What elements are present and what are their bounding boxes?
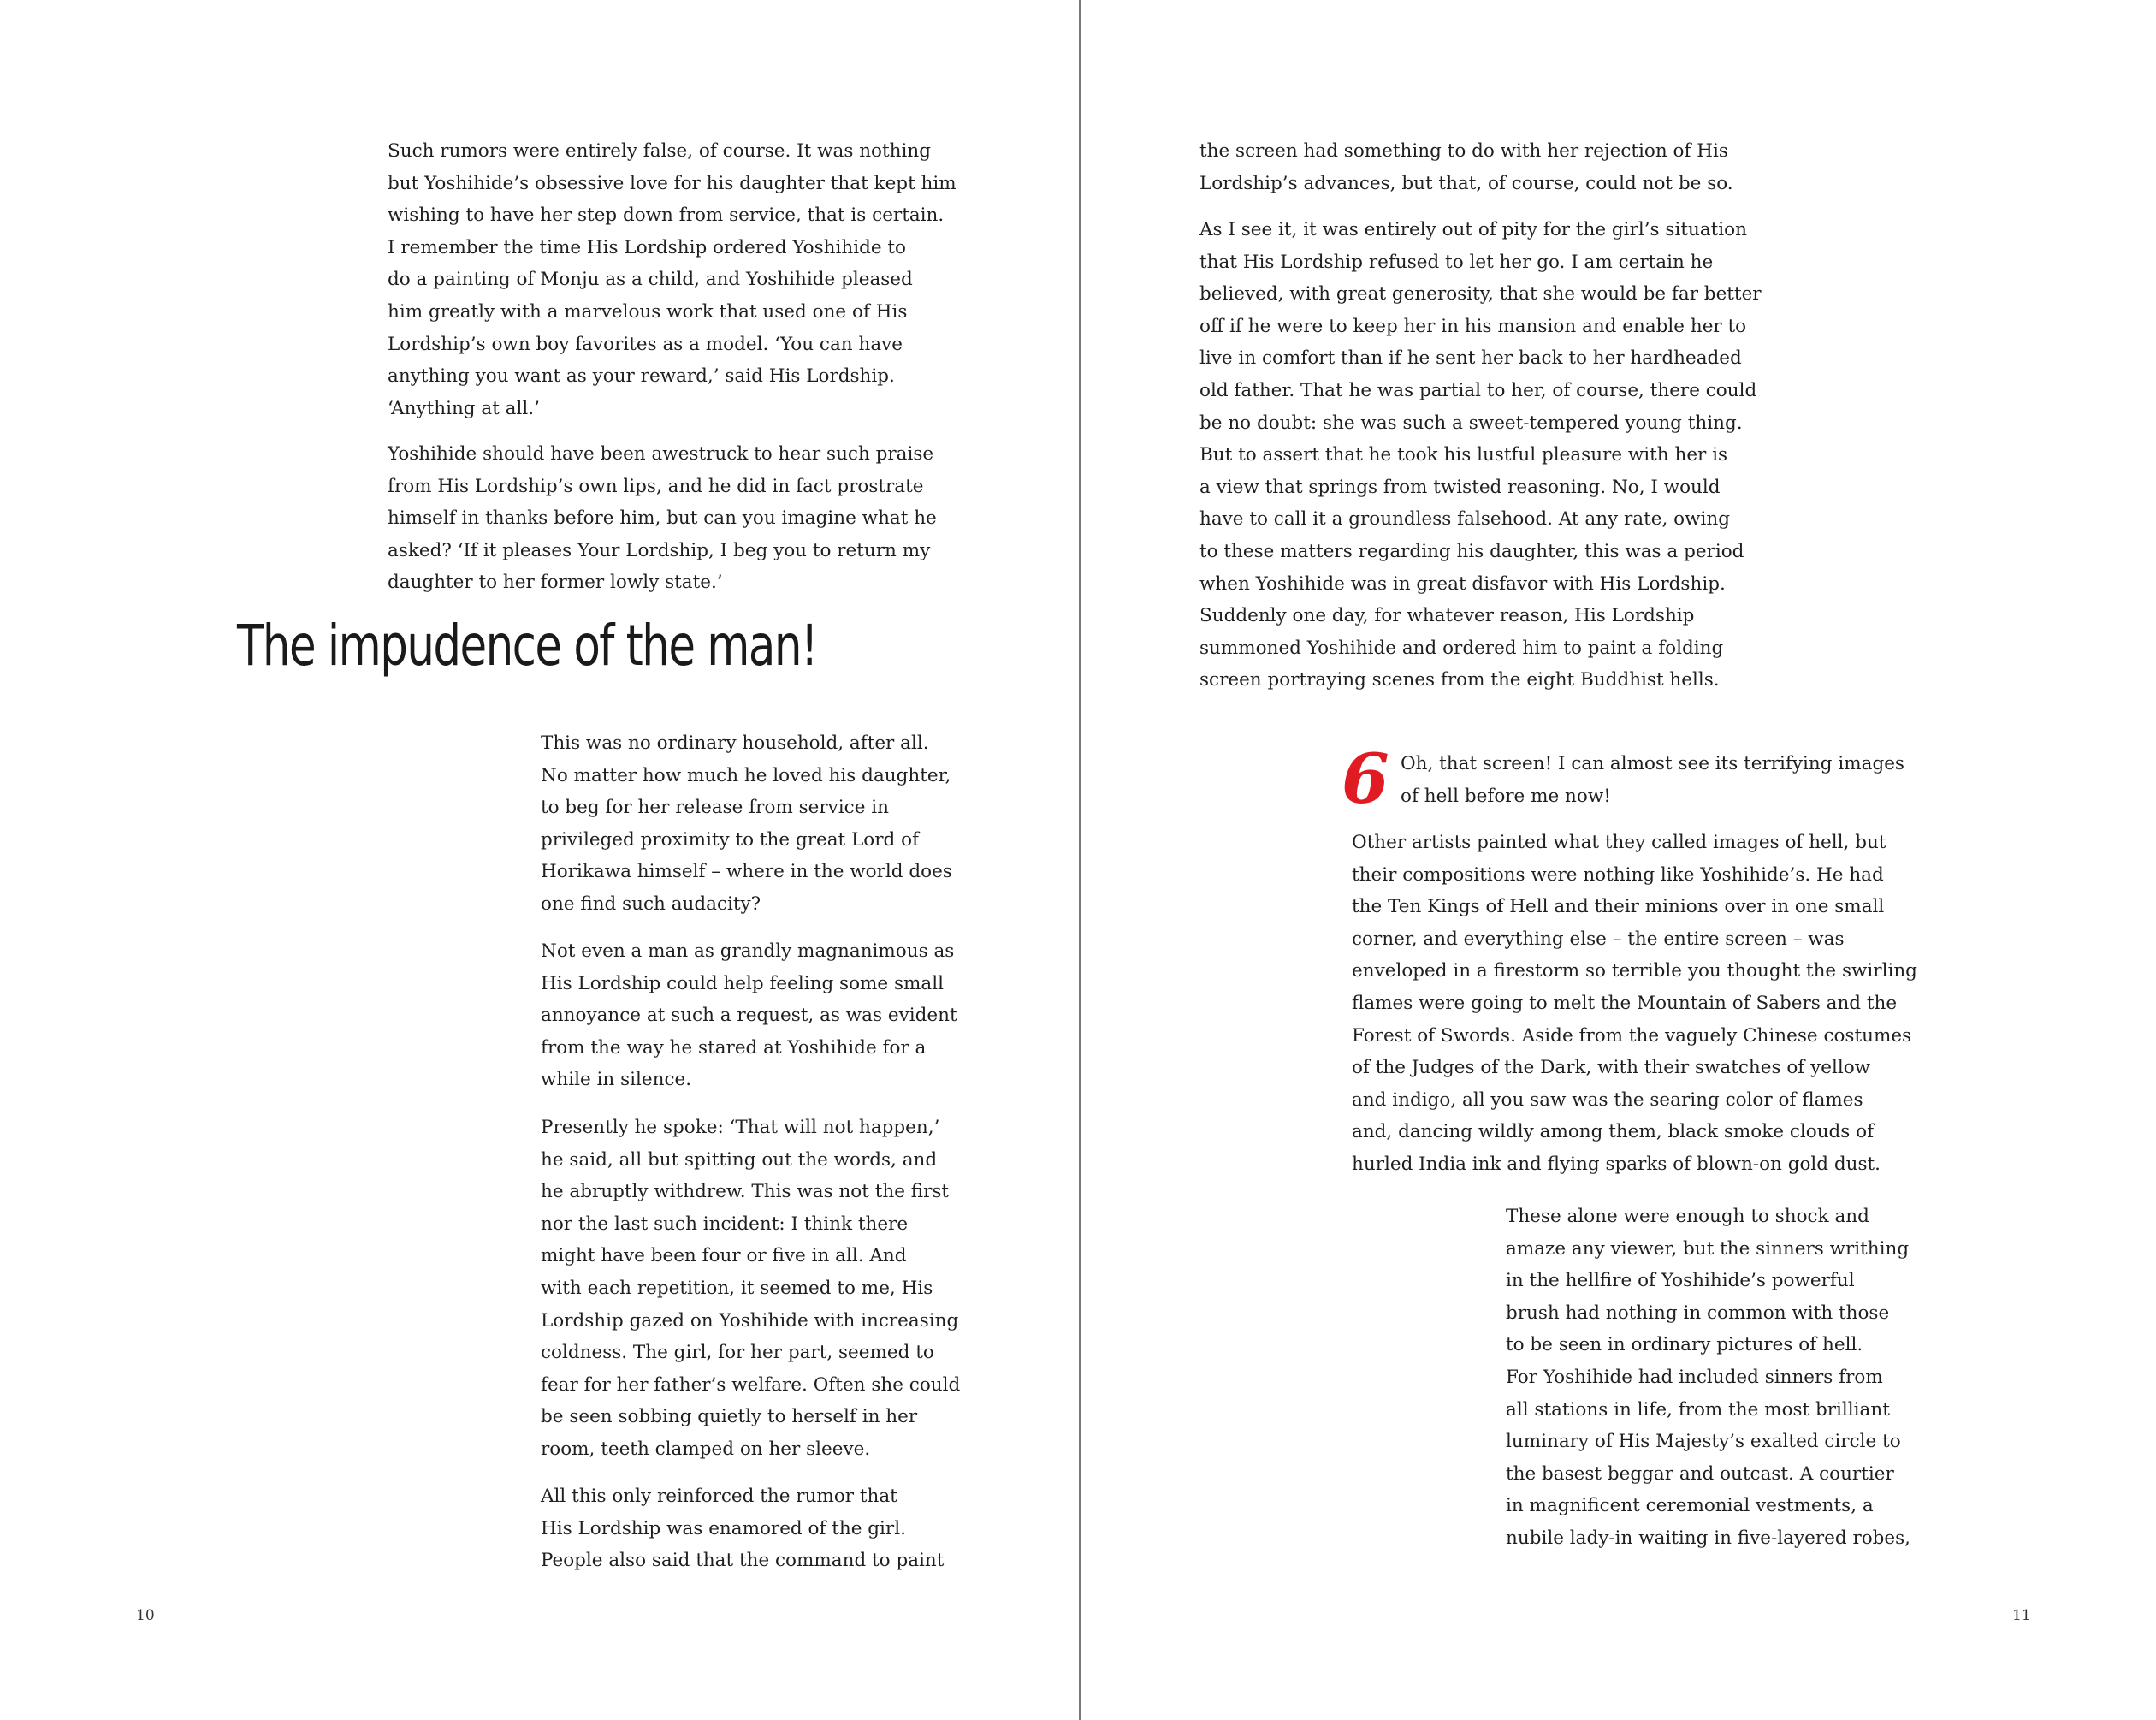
text-line: ‘Anything at all.’ (388, 397, 540, 419)
right-paragraph-4 (1352, 827, 1917, 1181)
text-line: summoned Yoshihide and ordered him to paint a folding (1199, 637, 1724, 659)
text-line: to beg for her release from service in (541, 797, 889, 819)
text-line: Not even a man as grandly magnanimous as (541, 940, 955, 962)
left-paragraph-3 (541, 727, 952, 921)
text-line: room, teeth clamped on her sleeve. (541, 1438, 871, 1460)
text-line: Such rumors were entirely false, of course. It was nothing (388, 140, 931, 162)
text-line: to these matters regarding his daughter, this was a period (1199, 540, 1744, 562)
text-line: he abruptly withdrew. This was not the first (541, 1181, 950, 1203)
text-line: daughter to her former lowly state.’ (388, 572, 723, 594)
text-line: For Yoshihide had included sinners from (1506, 1366, 1883, 1388)
text-line: His Lordship could help feeling some small (541, 972, 944, 994)
text-line: from His Lordship’s own lips, and he did in fact prostrate (388, 475, 924, 497)
left-paragraph-6 (541, 1480, 944, 1577)
text-line: of the Judges of the Dark, with their swatches of yellow (1352, 1057, 1871, 1079)
right-paragraph-2 (1199, 214, 1762, 697)
text-line: be seen sobbing quietly to herself in her (541, 1406, 918, 1428)
text-line: in magnificent ceremonial vestments, a (1506, 1495, 1874, 1517)
text-line: their compositions were nothing like Yoshihide’s. He had (1352, 863, 1884, 886)
text-line: Lordship’s own boy favorites as a model. ‘You can have (388, 333, 903, 355)
text-line: the basest beggar and outcast. A courtier (1506, 1462, 1894, 1485)
text-line: to be seen in ordinary pictures of hell. (1506, 1334, 1863, 1356)
text-line: His Lordship was enamored of the girl. (541, 1517, 906, 1539)
text-line: himself in thanks before him, but can you imagine what he (388, 507, 937, 530)
text-line: and indigo, all you saw was the searing color of flames (1352, 1088, 1863, 1111)
text-line: As I see it, it was entirely out of pity for the girl’s situation (1199, 219, 1747, 240)
text-line: hurled India ink and flying sparks of blown-on gold dust. (1352, 1153, 1881, 1175)
text-line: be no doubt: she was such a sweet-tempered young thing. (1199, 412, 1743, 434)
text-line: a view that springs from twisted reasoning. No, I would (1199, 476, 1721, 498)
text-line: of hell before me now! (1401, 785, 1611, 807)
text-line: off if he were to keep her in his mansion and enable her to (1199, 315, 1747, 337)
text-line: with each repetition, it seemed to me, His (541, 1277, 933, 1299)
text-line: Oh, that screen! I can almost see its terrifying images (1401, 753, 1904, 774)
text-line: enveloped in a firestorm so terrible you thought the swirling (1352, 960, 1917, 982)
text-line: All this only reinforced the rumor that (541, 1486, 897, 1507)
page-gutter-line (1079, 0, 1081, 1720)
right-paragraph-1 (1199, 135, 1733, 199)
text-line: the Ten Kings of Hell and their minions over in one small (1352, 896, 1885, 918)
text-line: annoyance at such a request, as was evident (541, 1005, 957, 1027)
text-line: This was no ordinary household, after all. (541, 732, 929, 754)
page-number-right: 11 (2012, 1607, 2031, 1624)
text-line: coldness. The girl, for her part, seemed to (541, 1342, 934, 1364)
text-line: from the way he stared at Yoshihide for a (541, 1036, 927, 1059)
right-paragraph-3 (1401, 748, 1904, 812)
text-line: the screen had something to do with her rejection of His (1199, 140, 1728, 162)
text-line: But to assert that he took his lustful pleasure with her is (1199, 444, 1728, 466)
text-line: in the hellfire of Yoshihide’s powerful (1506, 1270, 1855, 1292)
text-line: but Yoshihide’s obsessive love for his daughter that kept him (388, 172, 957, 194)
text-line: he said, all but spitting out the words, and (541, 1148, 938, 1171)
text-line: that His Lordship refused to let her go. I am certain he (1199, 251, 1714, 273)
text-line: when Yoshihide was in great disfavor with His Lordship. (1199, 572, 1726, 595)
text-line: fear for her father’s welfare. Often she could (541, 1373, 961, 1396)
text-line: I remember the time His Lordship ordered Yoshihide to (388, 236, 906, 258)
text-line: believed, with great generosity, that she would be far better (1199, 283, 1762, 305)
text-line: anything you want as your reward,’ said His Lordship. (388, 365, 895, 388)
text-line: old father. That he was partial to her, of course, there could (1199, 379, 1757, 401)
text-line: brush had nothing in common with those (1506, 1302, 1890, 1324)
text-line: luminary of His Majesty’s exalted circle to (1506, 1431, 1901, 1453)
text-line: do a painting of Monju as a child, and Yoshihide pleased (388, 269, 913, 291)
text-line: Suddenly one day, for whatever reason, His Lordship (1199, 605, 1695, 627)
right-paragraph-5 (1506, 1201, 1910, 1555)
text-line: nubile lady-in waiting in five-layered robes, (1506, 1527, 1911, 1549)
chapter-number: 6 (1342, 738, 1389, 819)
text-line: wishing to have her step down from service, that is certain. (388, 205, 945, 227)
text-line: People also said that the command to paint (541, 1550, 945, 1572)
text-line: him greatly with a marvelous work that used one of His (388, 300, 908, 323)
text-line: Presently he spoke: ‘That will not happen,’ (541, 1117, 940, 1138)
text-line: have to call it a groundless falsehood. At any rate, owing (1199, 508, 1730, 531)
page-number-left: 10 (136, 1607, 155, 1624)
text-line: amaze any viewer, but the sinners writhing (1506, 1237, 1910, 1260)
text-line: asked? ‘If it pleases Your Lordship, I beg you to return my (388, 539, 931, 561)
section-heading: The impudence of the man! (237, 613, 817, 679)
text-line: Other artists painted what they called images of hell, but (1352, 832, 1886, 853)
text-line: No matter how much he loved his daughter, (541, 764, 951, 786)
text-line: screen portraying scenes from the eight Buddhist hells. (1199, 669, 1720, 691)
text-line: flames were going to melt the Mountain of Sabers and the (1352, 992, 1898, 1014)
text-line: nor the last such incident: I think there (541, 1213, 909, 1235)
left-paragraph-5 (541, 1112, 960, 1466)
text-line: Yoshihide should have been awestruck to hear such praise (388, 443, 934, 465)
text-line: privileged proximity to the great Lord of (541, 828, 920, 851)
text-line: Forest of Swords. Aside from the vaguely Chinese costumes (1352, 1024, 1912, 1047)
text-line: might have been four or five in all. And (541, 1245, 907, 1267)
text-line: Horikawa himself – where in the world does (541, 861, 952, 883)
text-line: corner, and everything else – the entire screen – was (1352, 928, 1845, 950)
text-line: Lordship gazed on Yoshihide with increasing (541, 1309, 959, 1332)
left-paragraph-1 (388, 135, 957, 424)
text-line: all stations in life, from the most brilliant (1506, 1398, 1890, 1420)
left-paragraph-4 (541, 935, 957, 1096)
text-line: live in comfort than if he sent her back to her hardheaded (1199, 347, 1742, 370)
text-line: and, dancing wildly among them, black smoke clouds of (1352, 1121, 1875, 1143)
text-line: These alone were enough to shock and (1506, 1206, 1869, 1227)
text-line: while in silence. (541, 1069, 692, 1091)
text-line: one find such audacity? (541, 893, 761, 915)
text-line: Lordship’s advances, but that, of course, could not be so. (1199, 172, 1733, 194)
left-paragraph-2 (388, 438, 937, 599)
